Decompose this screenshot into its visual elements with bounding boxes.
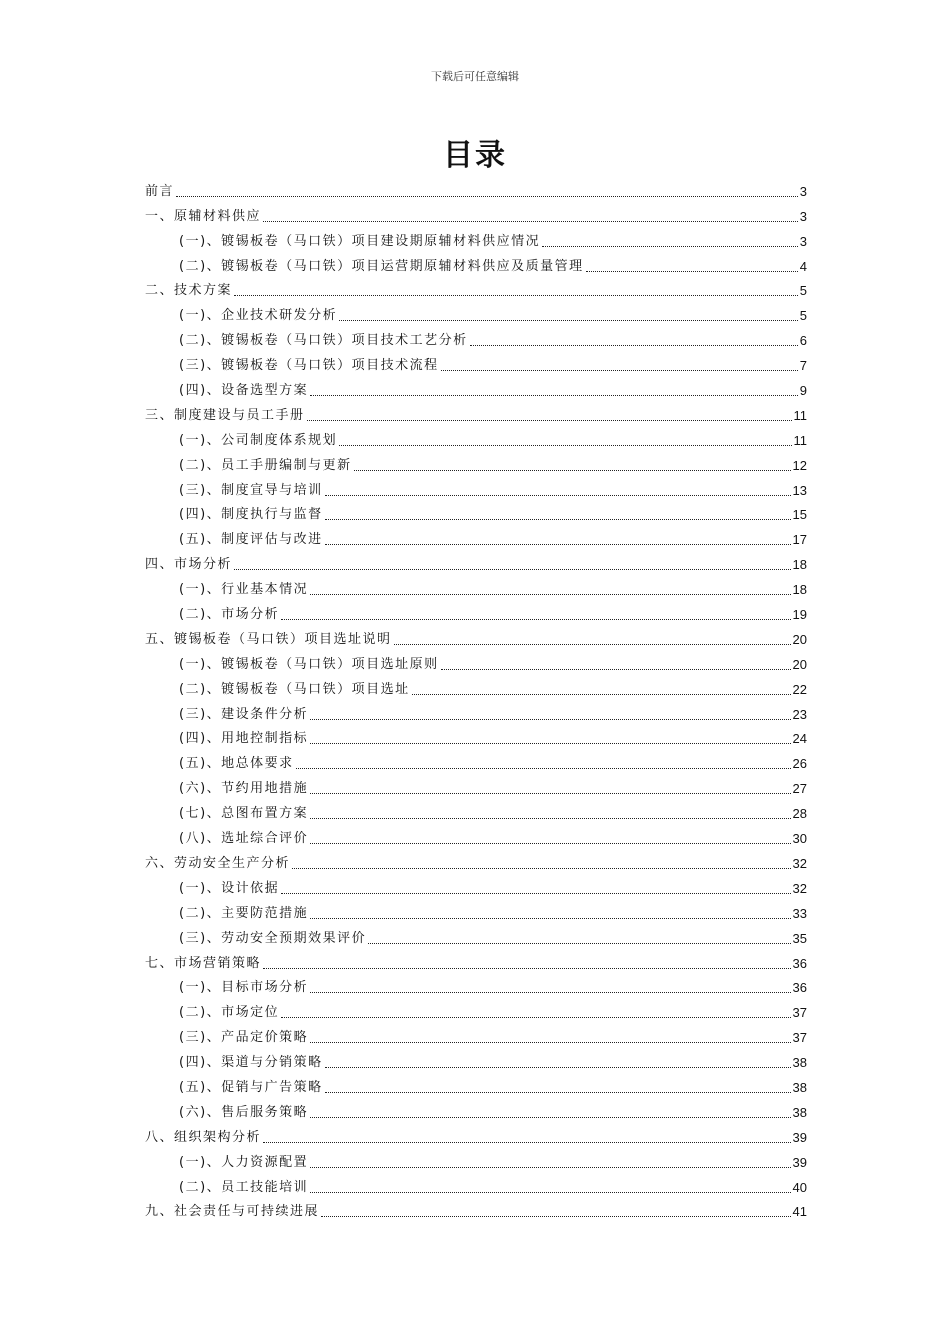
toc-dot-leader [310, 793, 790, 794]
toc-entry-label: 八、组织架构分析 [145, 1129, 262, 1145]
toc-dot-leader [394, 644, 791, 645]
toc-page-number: 32 [792, 855, 807, 871]
toc-entry-label: (一)、镀锡板卷（马口铁）项目建设期原辅材料供应情况 [179, 233, 541, 249]
toc-subsection-entry[interactable] [145, 424, 807, 449]
toc-subsection-entry[interactable] [145, 374, 807, 399]
toc-entry-label: (五)、制度评估与改进 [179, 532, 323, 548]
toc-entry-label: (二)、主要防范措施 [179, 905, 309, 921]
toc-subsection-entry[interactable] [145, 747, 807, 772]
toc-subsection-entry[interactable] [145, 996, 807, 1021]
toc-dot-leader [321, 1216, 791, 1217]
toc-dot-leader [412, 694, 791, 695]
toc-subsection-entry[interactable] [145, 797, 807, 822]
toc-subsection-entry[interactable] [145, 972, 807, 997]
toc-dot-leader [325, 1067, 791, 1068]
toc-page-number: 33 [792, 905, 807, 921]
toc-page-number: 17 [792, 532, 807, 548]
toc-subsection-entry[interactable] [145, 598, 807, 623]
table-of-contents [145, 175, 807, 1220]
toc-page-number: 3 [799, 208, 807, 224]
toc-dot-leader [310, 1167, 790, 1168]
toc-dot-leader [263, 221, 798, 222]
toc-page-number: 20 [792, 631, 807, 647]
toc-entry-label: 六、劳动安全生产分析 [145, 855, 291, 871]
toc-page-number: 37 [792, 1030, 807, 1046]
toc-dot-leader [310, 918, 790, 919]
toc-page-number: 4 [799, 258, 807, 274]
toc-page-number: 11 [793, 432, 807, 448]
toc-page-number: 11 [793, 407, 807, 423]
toc-subsection-entry[interactable] [145, 250, 807, 275]
toc-page-number: 36 [792, 955, 807, 971]
toc-entry-label: (三)、建设条件分析 [179, 706, 309, 722]
toc-page-number: 15 [792, 507, 807, 523]
toc-dot-leader [325, 495, 791, 496]
toc-page-number: 3 [799, 183, 807, 199]
toc-dot-leader [176, 196, 798, 197]
toc-section-entry[interactable] [145, 175, 807, 200]
toc-entry-label: (一)、镀锡板卷（马口铁）项目选址原则 [179, 656, 439, 672]
toc-page-number: 24 [792, 731, 807, 747]
toc-page-number: 40 [792, 1179, 807, 1195]
toc-subsection-entry[interactable] [145, 1021, 807, 1046]
toc-page-number: 5 [799, 308, 807, 324]
toc-entry-label: (二)、市场定位 [179, 1005, 280, 1021]
toc-entry-label: 九、社会责任与可持续进展 [145, 1204, 320, 1220]
toc-section-entry[interactable] [145, 399, 807, 424]
toc-page-number: 23 [792, 706, 807, 722]
toc-page-number: 12 [792, 457, 807, 473]
toc-entry-label: (一)、行业基本情况 [179, 582, 309, 598]
toc-entry-label: (七)、总图布置方案 [179, 806, 309, 822]
toc-subsection-entry[interactable] [145, 698, 807, 723]
toc-section-entry[interactable] [145, 623, 807, 648]
toc-entry-label: 前言 [145, 183, 175, 199]
toc-entry-label: (三)、制度宣导与培训 [179, 482, 323, 498]
toc-dot-leader [310, 743, 790, 744]
toc-dot-leader [542, 246, 798, 247]
toc-subsection-entry[interactable] [145, 648, 807, 673]
toc-dot-leader [325, 519, 791, 520]
toc-subsection-entry[interactable] [145, 449, 807, 474]
toc-subsection-entry[interactable] [145, 1171, 807, 1196]
toc-page-number: 39 [792, 1129, 807, 1145]
toc-dot-leader [307, 420, 792, 421]
toc-subsection-entry[interactable] [145, 897, 807, 922]
toc-page-number: 28 [792, 806, 807, 822]
toc-subsection-entry[interactable] [145, 922, 807, 947]
toc-entry-label: (二)、市场分析 [179, 607, 280, 623]
toc-entry-label: (一)、目标市场分析 [179, 980, 309, 996]
toc-page-number: 32 [792, 880, 807, 896]
toc-entry-label: (三)、产品定价策略 [179, 1030, 309, 1046]
toc-subsection-entry[interactable] [145, 523, 807, 548]
toc-page-number: 35 [792, 930, 807, 946]
toc-page-number: 37 [792, 1005, 807, 1021]
toc-dot-leader [310, 395, 798, 396]
toc-page-number: 7 [799, 358, 807, 374]
toc-subsection-entry[interactable] [145, 573, 807, 598]
toc-subsection-entry[interactable] [145, 1096, 807, 1121]
toc-dot-leader [310, 1192, 790, 1193]
toc-section-entry[interactable] [145, 275, 807, 300]
toc-entry-label: (一)、公司制度体系规划 [179, 432, 338, 448]
toc-page-number: 3 [799, 233, 807, 249]
toc-page-number: 39 [792, 1154, 807, 1170]
toc-section-entry[interactable] [145, 200, 807, 225]
toc-entry-label: (三)、镀锡板卷（马口铁）项目技术流程 [179, 358, 439, 374]
toc-subsection-entry[interactable] [145, 225, 807, 250]
toc-dot-leader [263, 968, 791, 969]
toc-dot-leader [310, 843, 790, 844]
toc-entry-label: (四)、用地控制指标 [179, 731, 309, 747]
toc-subsection-entry[interactable] [145, 474, 807, 499]
toc-entry-label: (六)、售后服务策略 [179, 1104, 309, 1120]
toc-dot-leader [281, 893, 790, 894]
toc-page-number: 20 [792, 656, 807, 672]
toc-subsection-entry[interactable] [145, 324, 807, 349]
toc-dot-leader [339, 445, 791, 446]
toc-entry-label: (二)、镀锡板卷（马口铁）项目选址 [179, 681, 410, 697]
toc-page-number: 18 [792, 582, 807, 598]
toc-entry-label: (一)、人力资源配置 [179, 1154, 309, 1170]
toc-dot-leader [310, 594, 790, 595]
toc-page-number: 38 [792, 1104, 807, 1120]
toc-page-number: 9 [799, 383, 807, 399]
toc-entry-label: 二、技术方案 [145, 283, 233, 299]
toc-dot-leader [354, 470, 791, 471]
toc-dot-leader [310, 992, 790, 993]
toc-dot-leader [586, 271, 798, 272]
toc-page-number: 36 [792, 980, 807, 996]
toc-dot-leader [368, 943, 790, 944]
toc-dot-leader [470, 345, 798, 346]
toc-entry-label: 五、镀锡板卷（马口铁）项目选址说明 [145, 631, 392, 647]
toc-subsection-entry[interactable] [145, 349, 807, 374]
toc-dot-leader [263, 1142, 791, 1143]
toc-dot-leader [339, 320, 798, 321]
toc-dot-leader [310, 818, 790, 819]
toc-entry-label: (八)、选址综合评价 [179, 831, 309, 847]
toc-page-number: 38 [792, 1055, 807, 1071]
toc-page-number: 13 [792, 482, 807, 498]
toc-entry-label: (一)、企业技术研发分析 [179, 308, 338, 324]
toc-page-number: 18 [792, 557, 807, 573]
toc-entry-label: (五)、地总体要求 [179, 756, 294, 772]
toc-entry-label: 一、原辅材料供应 [145, 208, 262, 224]
toc-dot-leader [310, 719, 790, 720]
toc-entry-label: (二)、员工手册编制与更新 [179, 457, 352, 473]
toc-dot-leader [325, 1092, 791, 1093]
toc-page-number: 27 [792, 781, 807, 797]
toc-section-entry[interactable] [145, 847, 807, 872]
toc-entry-label: (二)、员工技能培训 [179, 1179, 309, 1195]
toc-subsection-entry[interactable] [145, 872, 807, 897]
toc-dot-leader [441, 669, 791, 670]
toc-subsection-entry[interactable] [145, 723, 807, 748]
toc-dot-leader [296, 768, 791, 769]
toc-entry-label: (五)、促销与广告策略 [179, 1079, 323, 1095]
toc-entry-label: (四)、渠道与分销策略 [179, 1055, 323, 1071]
toc-subsection-entry[interactable] [145, 772, 807, 797]
toc-subsection-entry[interactable] [145, 1146, 807, 1171]
toc-dot-leader [281, 619, 790, 620]
toc-subsection-entry[interactable] [145, 673, 807, 698]
toc-dot-leader [234, 295, 798, 296]
toc-entry-label: (一)、设计依据 [179, 880, 280, 896]
toc-entry-label: (三)、劳动安全预期效果评价 [179, 930, 367, 946]
toc-page-number: 6 [799, 333, 807, 349]
toc-entry-label: 三、制度建设与员工手册 [145, 407, 305, 423]
toc-page-number: 26 [792, 756, 807, 772]
toc-title: 目录 [443, 138, 507, 173]
toc-page-number: 41 [792, 1204, 807, 1220]
toc-entry-label: (二)、镀锡板卷（马口铁）项目技术工艺分析 [179, 333, 468, 349]
toc-page-number: 22 [792, 681, 807, 697]
toc-entry-label: (二)、镀锡板卷（马口铁）项目运营期原辅材料供应及质量管理 [179, 258, 584, 274]
toc-entry-label: (四)、制度执行与监督 [179, 507, 323, 523]
toc-subsection-entry[interactable] [145, 499, 807, 524]
toc-page-number: 5 [799, 283, 807, 299]
toc-dot-leader [281, 1017, 790, 1018]
toc-section-entry[interactable] [145, 947, 807, 972]
toc-entry-label: (四)、设备选型方案 [179, 383, 309, 399]
toc-page-number: 38 [792, 1079, 807, 1095]
toc-entry-label: 七、市场营销策略 [145, 955, 262, 971]
toc-dot-leader [310, 1042, 790, 1043]
toc-entry-label: 四、市场分析 [145, 557, 233, 573]
toc-subsection-entry[interactable] [145, 1071, 807, 1096]
toc-subsection-entry[interactable] [145, 1046, 807, 1071]
toc-section-entry[interactable] [145, 548, 807, 573]
toc-section-entry[interactable] [145, 1121, 807, 1146]
toc-entry-label: (六)、节约用地措施 [179, 781, 309, 797]
toc-page-number: 30 [792, 831, 807, 847]
toc-dot-leader [310, 1117, 790, 1118]
header-note: 下载后可任意编辑 [431, 70, 519, 83]
toc-dot-leader [292, 868, 791, 869]
toc-page-number: 19 [792, 607, 807, 623]
toc-subsection-entry[interactable] [145, 299, 807, 324]
toc-dot-leader [234, 569, 791, 570]
toc-dot-leader [325, 544, 791, 545]
toc-dot-leader [441, 370, 798, 371]
toc-subsection-entry[interactable] [145, 822, 807, 847]
toc-section-entry[interactable] [145, 1196, 807, 1221]
